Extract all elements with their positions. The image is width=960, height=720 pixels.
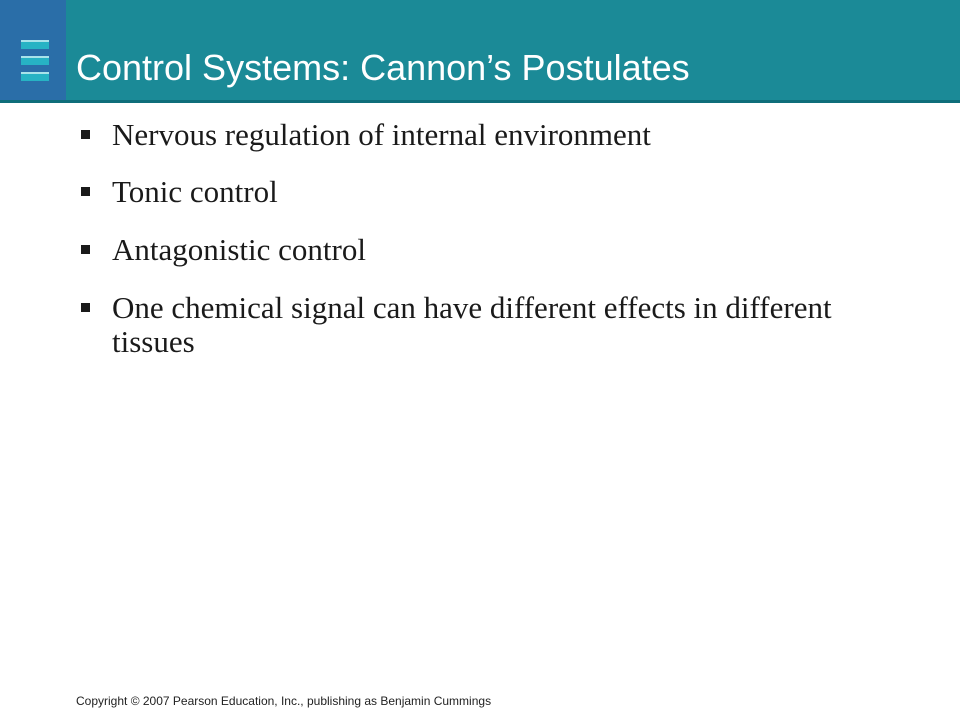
- bullet-item: [76, 175, 876, 209]
- logo-bar-middle: [21, 56, 49, 65]
- bullet-text: One chemical signal can have different effects in different tissues: [112, 290, 832, 359]
- bullet-item: [76, 233, 876, 267]
- logo-stacked-bars-icon: [0, 0, 66, 100]
- bullet-item: [76, 291, 876, 359]
- square-bullet-icon: [81, 130, 90, 139]
- bullet-text: Tonic control: [112, 174, 278, 209]
- square-bullet-icon: [81, 187, 90, 196]
- slide-title: Control Systems: Cannon’s Postulates: [76, 47, 690, 88]
- logo-bar-top: [21, 40, 49, 49]
- copyright-footer: Copyright © 2007 Pearson Education, Inc., publishing as Benjamin Cummings: [76, 694, 492, 708]
- square-bullet-icon: [81, 303, 90, 312]
- title-bar-divider: [0, 100, 960, 103]
- bullet-text: Nervous regulation of internal environment: [112, 117, 651, 152]
- logo-bar-bottom: [21, 72, 49, 81]
- bullet-list: [76, 118, 876, 383]
- bullet-item: [76, 118, 876, 152]
- bullet-text: Antagonistic control: [112, 232, 366, 267]
- square-bullet-icon: [81, 245, 90, 254]
